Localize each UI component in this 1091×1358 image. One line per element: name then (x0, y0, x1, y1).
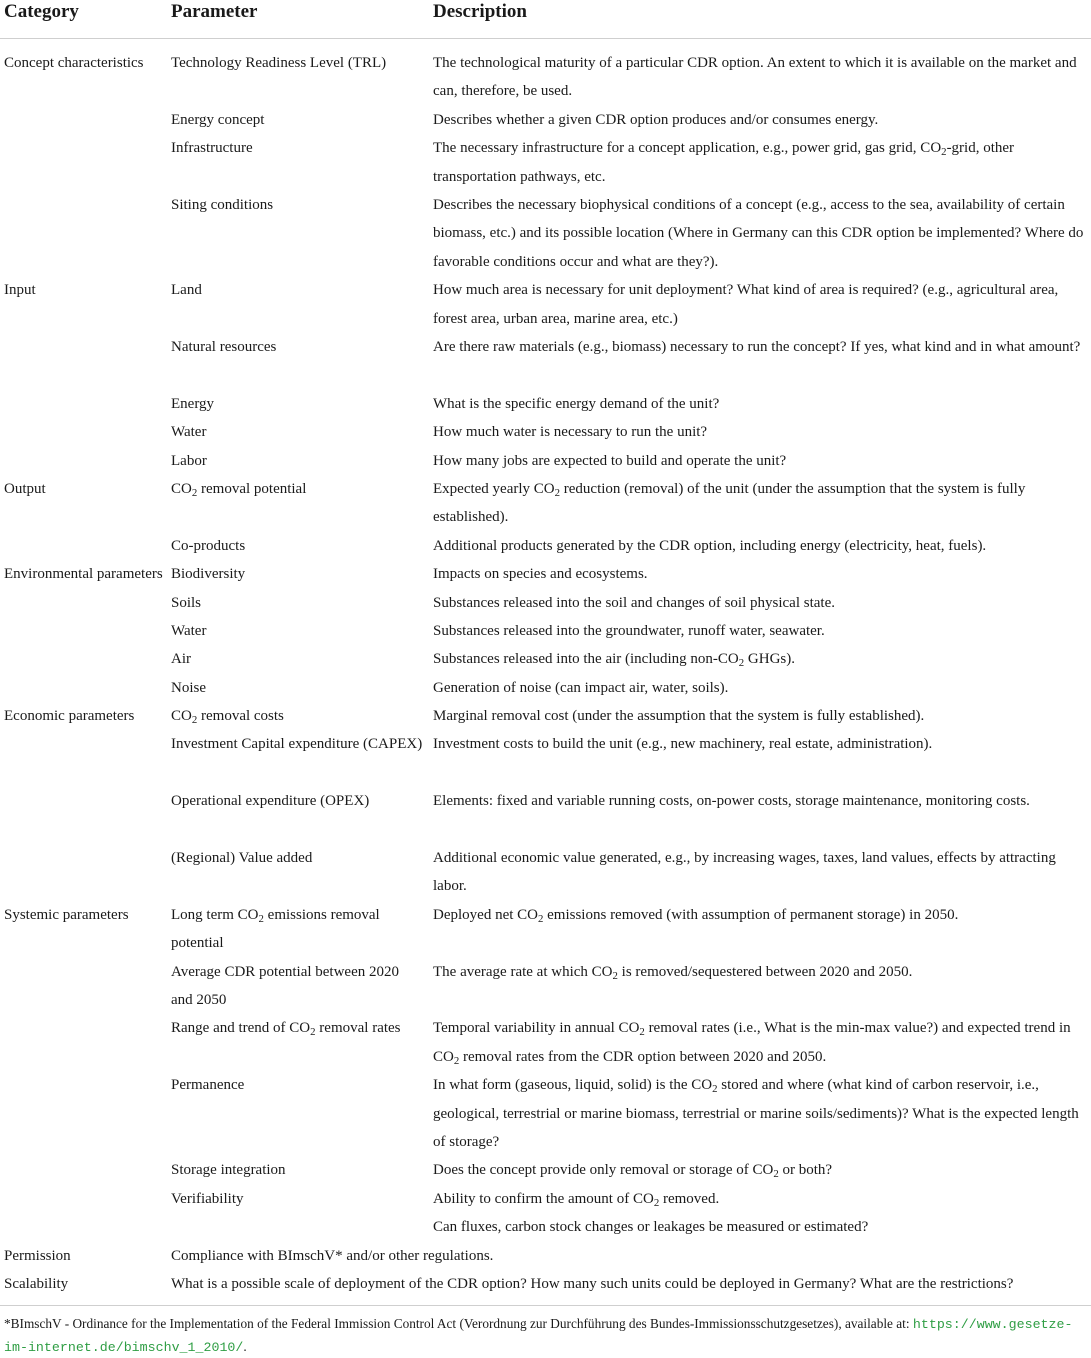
header-description: Description (433, 1, 527, 22)
parameter-cell: Land (171, 282, 202, 299)
footnote-end: . (243, 1338, 247, 1354)
table-row (0, 1242, 1091, 1270)
table-row (0, 1156, 1091, 1184)
parameter-cell: Biodiversity (171, 566, 246, 583)
parameter-cell: $CO_2$ removal costs (171, 708, 284, 727)
table-row (0, 674, 1091, 702)
table-row (0, 844, 1091, 901)
table-row (0, 617, 1091, 645)
table-row (0, 106, 1091, 134)
parameter-cell: Energy (171, 395, 215, 412)
description-cell: How much area is necessary for unit deployment? What kind of area is required? (e.g., agricultural area, forest area, urban area, marine area, etc.) (433, 282, 1059, 327)
description-cell: Are there raw materials (e.g., biomass) necessary to run the concept? If yes, what kind and in what amount? (433, 338, 1081, 355)
parameter-cell: Water (171, 622, 207, 639)
table-row (0, 418, 1091, 446)
description-cell: Impacts on species and ecosystems. (433, 566, 648, 583)
description-cell: Generation of noise (can impact air, water, soils). (433, 679, 729, 696)
table-row (0, 787, 1091, 844)
parameter-cell: Technology Readiness Level (TRL) (171, 55, 387, 71)
parameter-cell: Range and trend of $CO_2$ removal rates (171, 1020, 401, 1039)
parameter-cell: Permanence (171, 1077, 245, 1094)
parameter-cell: Soils (171, 594, 202, 611)
category-cell: Economic parameters (4, 708, 135, 725)
table-row (0, 730, 1091, 787)
table-row (0, 134, 1091, 191)
table-header (0, 0, 1091, 39)
description-cell: Substances released into the soil and changes of soil physical state. (433, 594, 835, 611)
description-cell: The technological maturity of a particular CDR option. An extent to which it is available on the market and can, therefore, be used. (433, 55, 1077, 100)
parameter-cell: Infrastructure (171, 140, 253, 157)
parameter-cell: Long term $CO_2$ emissions removal potential (171, 906, 380, 952)
parameter-cell: Compliance with BImschV* and/or other regulations. (171, 1247, 494, 1264)
description-cell: Substances released into the groundwater, runoff water, seawater. (433, 622, 825, 639)
description-cell: Substances released into the air (including non-$CO_2$ GHGs). (433, 651, 796, 670)
table-row (0, 532, 1091, 560)
table-row (0, 49, 1091, 106)
description-cell: Describes the necessary biophysical conditions of a concept (e.g., access to the sea, availability of certain biomass, etc.) and its possible location (Where in Germany can this CDR option be implemented? Where do favorable conditions occur and what are they?). (433, 196, 1084, 270)
parameter-cell: Energy concept (171, 111, 265, 128)
parameter-cell: Average CDR potential between 2020 and 2050 (171, 963, 399, 1009)
table-row (0, 1185, 1091, 1242)
parameter-cell: Water (171, 424, 207, 441)
table-row (0, 958, 1091, 1015)
parameter-cell: Natural resources (171, 338, 277, 355)
table-footnote (0, 1305, 1091, 1355)
category-cell: Scalability (4, 1276, 69, 1293)
table-row (0, 1014, 1091, 1071)
parameter-cell: Co-products (171, 537, 246, 554)
table-row (0, 276, 1091, 333)
category-cell: Output (4, 480, 46, 497)
description-cell: Describes whether a given CDR option produces and/or consumes energy. (433, 111, 879, 128)
category-cell: Systemic parameters (4, 906, 129, 923)
parameter-cell: Investment Capital expenditure (CAPEX) (171, 736, 423, 753)
parameter-cell: Air (171, 651, 191, 668)
description-cell: Expected yearly $CO_2$ reduction (removal) of the unit (under the assumption that the system is fully established). (433, 480, 1026, 526)
description-cell: The average rate at which $CO_2$ is removed/sequestered between 2020 and 2050. (433, 963, 913, 982)
description-cell: In what form (gaseous, liquid, solid) is the $CO_2$ stored and where (what kind of carbon reservoir, i.e., geological, terrestrial or marine biomass, terrestrial or marine soils/sediments)? What is the expected length of storage? (433, 1077, 1079, 1151)
table-row (0, 1270, 1091, 1298)
table-row (0, 589, 1091, 617)
table-row (0, 191, 1091, 276)
parameter-cell: Labor (171, 452, 207, 469)
description-cell: Additional products generated by the CDR option, including energy (electricity, heat, fuels). (433, 537, 987, 554)
description-cell: Deployed net $CO_2$ emissions removed (with assumption of permanent storage) in 2050. (433, 906, 959, 926)
description-cell: Investment costs to build the unit (e.g., new machinery, real estate, administration). (433, 736, 933, 753)
footnote-body: *BImschV - Ordinance for the Implementation of the Federal Immission Control Act (Verordnung zur Durchführung des Bundes-Immissionsschutzgesetzes), available at: (4, 1316, 913, 1331)
table-row (0, 560, 1091, 588)
table-row (0, 333, 1091, 390)
description-cell: The necessary infrastructure for a concept application, e.g., power grid, gas grid, $CO_2$-grid, other transportation pathways, etc. (433, 140, 1015, 185)
description-cell: How many jobs are expected to build and operate the unit? (433, 452, 787, 469)
parameter-cell: $CO_2$ removal potential (171, 480, 307, 500)
table-row (0, 1071, 1091, 1156)
parameter-cell: (Regional) Value added (171, 850, 313, 867)
category-cell: Input (4, 282, 36, 299)
description-cell: Ability to confirm the amount of $CO_2$ removed. Can fluxes, carbon stock changes or leakages be measured or estimated? (433, 1190, 869, 1236)
description-cell: How much water is necessary to run the unit? (433, 424, 708, 441)
table-row (0, 390, 1091, 418)
description-cell: Marginal removal cost (under the assumption that the system is fully established). (433, 708, 925, 725)
header-category: Category (4, 1, 79, 22)
footnote-link[interactable]: https://www.gesetze-im-internet.de/bimschv_1_2010/ (4, 1317, 1073, 1355)
description-cell: Elements: fixed and variable running costs, on-power costs, storage maintenance, monitoring costs. (433, 793, 1030, 810)
category-cell: Environmental parameters (4, 566, 163, 583)
parameter-cell: Storage integration (171, 1162, 286, 1179)
parameter-cell: Verifiability (171, 1190, 244, 1207)
footnote-text (4, 1313, 1088, 1358)
table-row (0, 702, 1091, 730)
table-row (0, 901, 1091, 958)
table-row (0, 447, 1091, 475)
category-cell: Permission (4, 1247, 71, 1264)
parameter-cell: Noise (171, 679, 206, 696)
parameter-cell: Siting conditions (171, 196, 274, 213)
table-row (0, 475, 1091, 532)
description-cell: Does the concept provide only removal or storage of $CO_2$ or both? (433, 1162, 833, 1181)
header-parameter: Parameter (171, 1, 258, 22)
parameter-cell: Operational expenditure (OPEX) (171, 793, 370, 810)
category-cell: Concept characteristics (4, 55, 144, 71)
parameter-cell: What is a possible scale of deployment of the CDR option? How many such units could be deployed in Germany? What are the restrictions? (171, 1276, 1014, 1293)
table-body (0, 49, 1091, 1298)
description-cell: What is the specific energy demand of the unit? (433, 395, 720, 412)
description-cell: Additional economic value generated, e.g., by increasing wages, taxes, land values, effects by attracting labor. (433, 850, 1056, 895)
table-row (0, 645, 1091, 673)
description-cell: Temporal variability in annual $CO_2$ removal rates (i.e., What is the min-max value?) and expected trend in $CO_2$ removal rates from the CDR option between 2020 and 2050. (433, 1020, 1071, 1068)
